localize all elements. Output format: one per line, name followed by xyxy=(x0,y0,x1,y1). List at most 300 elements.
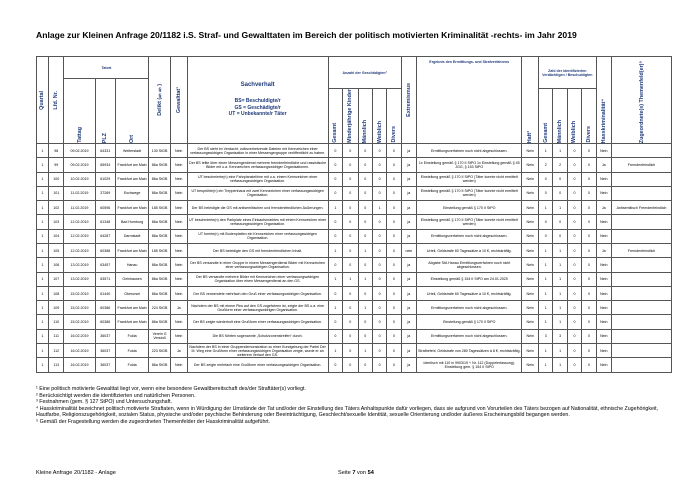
cell-ort: Frankfurt am Main xyxy=(115,315,148,329)
cell-hasskriminalitaet: Nein xyxy=(596,329,612,343)
cell-plz: 36037 xyxy=(95,344,115,358)
table-row xyxy=(37,186,672,200)
cell-gewalttat: Nein xyxy=(170,258,187,272)
cell-lfd-nr: 98 xyxy=(48,143,64,157)
header-ergebnis: Ergebnis des Ermittlungs- und Strafverfahrens xyxy=(417,57,522,144)
cell-ges-divers: 0 xyxy=(387,315,401,329)
cell-ges-divers: 0 xyxy=(387,258,401,272)
cell-tattag: 16.02.2019 xyxy=(64,358,95,372)
cell-ges-divers: 0 xyxy=(387,201,401,215)
cell-lfd-nr: 99 xyxy=(48,158,64,172)
cell-bs-divers: 0 xyxy=(582,286,596,300)
cell-bs-weibl: 0 xyxy=(567,186,581,200)
cell-tattag: 11.02.2019 xyxy=(64,201,95,215)
cell-ges-weibl: 0 xyxy=(372,186,386,200)
cell-bs-gesamt: 1 xyxy=(539,201,553,215)
cell-themenfeld xyxy=(612,172,672,186)
data-table-container xyxy=(36,56,672,375)
header-ges-maennl: Männlich xyxy=(358,89,372,144)
cell-hasskriminalitaet: Nein xyxy=(596,186,612,200)
cell-ges-gesamt: 0 xyxy=(328,143,342,157)
cell-quartal: 1 xyxy=(37,172,49,186)
cell-ges-gesamt: 1 xyxy=(328,344,342,358)
cell-tattag: 16.02.2019 xyxy=(64,329,95,343)
cell-hasskriminalitaet: Nein xyxy=(596,344,612,358)
cell-haft: Nein xyxy=(522,158,539,172)
cell-hasskriminalitaet: Nein xyxy=(596,286,612,300)
cell-sachverhalt: UT beschmierte(n) eine Fahrplanstellrine mit u.a. einem Kennzeichen einer verfassungswidrigen Organisation. xyxy=(187,172,328,186)
cell-extremismus: ja xyxy=(401,229,417,243)
cell-sachverhalt: UT formte(n) mit Bodenplatten ein Kennzeichen einer verfassungswidrigen Organisation. xyxy=(187,229,328,243)
header-hasskriminalitaet: Hasskriminalität⁴ xyxy=(596,57,612,144)
cell-extremismus: ja xyxy=(401,172,417,186)
cell-ges-gesamt: 0 xyxy=(328,286,342,300)
cell-bs-maennl: 0 xyxy=(553,172,567,186)
cell-extremismus: ja xyxy=(401,272,417,286)
cell-ges-divers: 0 xyxy=(387,344,401,358)
header-tattag: Tattag xyxy=(64,79,95,144)
cell-ges-minderj: 0 xyxy=(343,329,359,343)
cell-tattag: 09.02.2019 xyxy=(64,158,95,172)
cell-plz: 60386 xyxy=(95,301,115,315)
cell-ges-maennl: 0 xyxy=(358,286,372,300)
cell-bs-divers: 0 xyxy=(582,244,596,258)
cell-ergebnis: Urteil, Geldstrafe 60 Tagessätze à 10 €, rechtskräftig. xyxy=(417,286,522,300)
cell-gewalttat: Nein xyxy=(170,272,187,286)
cell-lfd-nr: 113 xyxy=(48,358,64,372)
cell-ges-weibl: 0 xyxy=(372,344,386,358)
cell-bs-gesamt: 1 xyxy=(539,244,553,258)
cell-ges-weibl: 0 xyxy=(372,244,386,258)
cell-ges-minderj: 0 xyxy=(343,158,359,172)
cell-ergebnis: Einstellung gemäß § 170 II StPO (Täter konnte nicht ermittelt werden) xyxy=(417,186,522,200)
table-row xyxy=(37,358,672,372)
cell-quartal: 1 xyxy=(37,201,49,215)
cell-gewalttat: Nein xyxy=(170,172,187,186)
table-row xyxy=(37,201,672,215)
cell-bs-divers: 0 xyxy=(582,358,596,372)
table-row xyxy=(37,244,672,258)
cell-lfd-nr: 105 xyxy=(48,244,64,258)
cell-quartal: 1 xyxy=(37,358,49,372)
cell-tattag: 16.02.2019 xyxy=(64,344,95,358)
cell-delikt: 86a StGB xyxy=(149,358,171,372)
cell-delikt: 224 StGB xyxy=(149,301,171,315)
header-delikt: Delikt (§§) xyxy=(149,57,171,144)
cell-quartal: 1 xyxy=(37,301,49,315)
cell-quartal: 1 xyxy=(37,244,49,258)
cell-ges-divers: 0 xyxy=(387,215,401,229)
cell-extremismus: ja xyxy=(401,315,417,329)
cell-tattag: 09.02.2019 xyxy=(64,143,95,157)
cell-plz: 36037 xyxy=(95,329,115,343)
cell-ort: Gelnhausen xyxy=(115,272,148,286)
cell-haft: Nein xyxy=(522,344,539,358)
cell-ges-minderj: 0 xyxy=(343,143,359,157)
cell-gewalttat: Nein xyxy=(170,358,187,372)
cell-delikt: 185 StGB xyxy=(149,201,171,215)
cell-ges-weibl: 0 xyxy=(372,143,386,157)
cell-themenfeld xyxy=(612,286,672,300)
cell-bs-maennl: 2 xyxy=(553,158,567,172)
cell-ges-weibl: 0 xyxy=(372,158,386,172)
cell-bs-divers: 0 xyxy=(582,158,596,172)
cell-ges-gesamt: 0 xyxy=(328,258,342,272)
cell-ort: Fulda xyxy=(115,344,148,358)
table-row xyxy=(37,215,672,229)
header-quartal: Quartal xyxy=(37,57,49,144)
cell-gewalttat: Nein xyxy=(170,143,187,157)
cell-bs-gesamt: 1 xyxy=(539,143,553,157)
cell-hasskriminalitaet: Nein xyxy=(596,301,612,315)
cell-extremismus: ja xyxy=(401,143,417,157)
cell-ort: Frankfurt am Main xyxy=(115,301,148,315)
cell-ges-gesamt: 0 xyxy=(328,172,342,186)
cell-bs-weibl: 0 xyxy=(567,358,581,372)
cell-plz: 65934 xyxy=(95,158,115,172)
cell-ges-weibl: 0 xyxy=(372,301,386,315)
cell-plz: 61348 xyxy=(95,215,115,229)
cell-delikt: 86a StGB xyxy=(149,215,171,229)
cell-bs-gesamt: 1 xyxy=(539,258,553,272)
cell-ges-maennl: 1 xyxy=(358,272,372,286)
cell-ges-maennl: 0 xyxy=(358,358,372,372)
cell-quartal: 1 xyxy=(37,272,49,286)
cell-haft: Nein xyxy=(522,358,539,372)
cell-bs-maennl: 1 xyxy=(553,201,567,215)
cell-lfd-nr: 104 xyxy=(48,229,64,243)
header-ges-minderj: Minderjährige Kinder xyxy=(343,89,359,144)
cell-haft: Nein xyxy=(522,329,539,343)
cell-haft: Nein xyxy=(522,215,539,229)
cell-bs-maennl: 0 xyxy=(553,215,567,229)
cell-delikt: Verein G Verstoß xyxy=(149,329,171,343)
cell-hasskriminalitaet: Ja xyxy=(596,244,612,258)
cell-plz: 63457 xyxy=(95,258,115,272)
header-lfd-nr: Lfd. Nr. xyxy=(48,57,64,144)
cell-bs-weibl: 0 xyxy=(567,258,581,272)
cell-ges-divers: 0 xyxy=(387,172,401,186)
cell-bs-divers: 0 xyxy=(582,272,596,286)
cell-tattag: 13.02.2019 xyxy=(64,258,95,272)
cell-gewalttat: Nein xyxy=(170,229,187,243)
cell-quartal: 1 xyxy=(37,344,49,358)
cell-ges-maennl: 0 xyxy=(358,186,372,200)
cell-lfd-nr: 111 xyxy=(48,329,64,343)
cell-hasskriminalitaet: Nein xyxy=(596,258,612,272)
header-zahl-verdaechtigen: Zahl der identifizierten Verdächtigen / Beschuldigten xyxy=(539,57,596,89)
cell-bs-gesamt: 0 xyxy=(539,172,553,186)
cell-bs-divers: 0 xyxy=(582,215,596,229)
cell-lfd-nr: 101 xyxy=(48,186,64,200)
cell-quartal: 1 xyxy=(37,229,49,243)
cell-themenfeld xyxy=(612,229,672,243)
cell-ges-minderj: 0 xyxy=(343,215,359,229)
cell-ges-gesamt: 1 xyxy=(328,301,342,315)
cell-bs-gesamt: 0 xyxy=(539,215,553,229)
header-ges-gesamt: Gesamt xyxy=(328,89,342,144)
cell-hasskriminalitaet: Nein xyxy=(596,315,612,329)
cell-ges-divers: 0 xyxy=(387,158,401,172)
cell-extremismus: ja xyxy=(401,329,417,343)
cell-bs-divers: 0 xyxy=(582,301,596,315)
cell-themenfeld xyxy=(612,358,672,372)
cell-bs-divers: 0 xyxy=(582,258,596,272)
cell-bs-divers: 0 xyxy=(582,344,596,358)
cell-gewalttat: Ja xyxy=(170,344,187,358)
cell-extremismus: ja xyxy=(401,358,417,372)
cell-hasskriminalitaet: Nein xyxy=(596,358,612,372)
table-row xyxy=(37,344,672,358)
cell-ges-minderj: 0 xyxy=(343,286,359,300)
cell-themenfeld xyxy=(612,344,672,358)
cell-delikt: 86a StGB xyxy=(149,229,171,243)
cell-ort: Darmstadt xyxy=(115,229,148,243)
cell-ges-divers: 0 xyxy=(387,301,401,315)
cell-ges-maennl: 0 xyxy=(358,329,372,343)
header-ges-divers: Divers xyxy=(387,89,401,144)
cell-quartal: 1 xyxy=(37,158,49,172)
footer-document-label: Kleine Anfrage 20/1182 - Anlage xyxy=(36,470,116,476)
cell-plz: 64331 xyxy=(95,143,115,157)
cell-themenfeld xyxy=(612,186,672,200)
cell-sachverhalt: Die BS führten sogenannte „Schutzzonenstreifen“ durch. xyxy=(187,329,328,343)
cell-hasskriminalitaet: Nein xyxy=(596,143,612,157)
table-row xyxy=(37,143,672,157)
cell-ges-gesamt: 1 xyxy=(328,244,342,258)
cell-bs-maennl: 1 xyxy=(553,286,567,300)
cell-bs-divers: 0 xyxy=(582,186,596,200)
cell-haft: Nein xyxy=(522,301,539,315)
cell-delikt: 86a StGB xyxy=(149,315,171,329)
header-plz: PLZ xyxy=(95,79,115,144)
cell-lfd-nr: 107 xyxy=(48,272,64,286)
cell-bs-weibl: 0 xyxy=(567,301,581,315)
cell-ort: Weiterstadt xyxy=(115,143,148,157)
cell-delikt: 86a StGB xyxy=(149,286,171,300)
cell-gewalttat: Nein xyxy=(170,286,187,300)
cell-ges-divers: 0 xyxy=(387,329,401,343)
cell-gewalttat: Nein xyxy=(170,186,187,200)
table-row xyxy=(37,258,672,272)
cell-ergebnis: Ermittlungsverfahren noch nicht abgeschlossen. xyxy=(417,301,522,315)
cell-bs-gesamt: 1 xyxy=(539,315,553,329)
cell-tattag: 15.02.2019 xyxy=(64,286,95,300)
cell-ges-maennl: 0 xyxy=(358,258,372,272)
header-sachverhalt xyxy=(187,57,328,144)
cell-bs-gesamt: 1 xyxy=(539,344,553,358)
cell-ergebnis: 1x Einstellung gemäß § 170 II StPO 1x Einstellung gemäß § 45 JGG, § 153 StPO xyxy=(417,158,522,172)
header-gewalttat: Gewalttat¹ xyxy=(170,57,187,144)
cell-quartal: 1 xyxy=(37,186,49,200)
cell-gewalttat: Nein xyxy=(170,201,187,215)
cell-extremismus: ja xyxy=(401,286,417,300)
sachverhalt-legend-gs: GS = Geschädigte/r xyxy=(234,104,281,111)
table-row xyxy=(37,315,672,329)
cell-ort: Frankfurt am Main xyxy=(115,172,148,186)
cell-ort: Frankfurt am Main xyxy=(115,201,148,215)
cell-quartal: 1 xyxy=(37,215,49,229)
cell-ges-maennl: 0 xyxy=(358,315,372,329)
cell-sachverhalt: Der BS teilte über einen Messengerdienst mehrere fremdenfeindliche und rassistische Bilder mit u.a. Kennzeichen verfassungswidriger Organisationen. xyxy=(187,158,328,172)
cell-hasskriminalitaet: Ja xyxy=(596,158,612,172)
cell-delikt: 86a StGB xyxy=(149,158,171,172)
cell-ges-maennl: 0 xyxy=(358,158,372,172)
cell-gewalttat: Nein xyxy=(170,315,187,329)
cell-bs-gesamt: 1 xyxy=(539,286,553,300)
cell-ges-minderj: 0 xyxy=(343,344,359,358)
cell-ges-minderj: 1 xyxy=(343,272,359,286)
cell-ges-weibl: 1 xyxy=(372,201,386,215)
cell-bs-weibl: 0 xyxy=(567,244,581,258)
cell-quartal: 1 xyxy=(37,329,49,343)
cell-haft: Nein xyxy=(522,143,539,157)
cell-delikt: 130 StGB xyxy=(149,143,171,157)
cell-ges-minderj: 0 xyxy=(343,301,359,315)
cell-ges-gesamt: 0 xyxy=(328,215,342,229)
cell-quartal: 1 xyxy=(37,315,49,329)
page-title: Anlage zur Kleinen Anfrage 20/1182 i.S. Straf- und Gewalttaten im Bereich der politisch motivierten Kriminalität -rechts- im Jahr 2019 xyxy=(36,30,577,40)
cell-ges-minderj: 0 xyxy=(343,186,359,200)
cell-lfd-nr: 102 xyxy=(48,201,64,215)
cell-extremismus: ja xyxy=(401,158,417,172)
cell-ort: Hanau xyxy=(115,258,148,272)
footnote-4: ⁴ Hasskriminalität bezeichnet politisch motivierte Straftaten, wenn in Würdigung der Umstände der Tat und/oder der Einstellung des Täters Anhaltspunkte dafür vorliegen, dass sie aufgrund von Vorurteilen des Täters bezogen auf Nationalität, ethnische Zugehörigkeit, Hautfarbe, Religionszugehörigkeit, sozialen Status, physische und/oder psychische Behinderung oder Beeinträchtigung, Geschlecht/sexuelle Identität, sexuelle Orientierung und/oder äußeres Erscheinungsbild begangen werden. xyxy=(36,405,659,419)
cell-bs-maennl: 1 xyxy=(553,344,567,358)
cell-ges-maennl: 1 xyxy=(358,244,372,258)
header-tatort: Tatort xyxy=(64,57,149,79)
table-row xyxy=(37,229,672,243)
cell-bs-gesamt: 0 xyxy=(539,229,553,243)
header-anzahl-geschaedigten: Anzahl der Geschädigten² xyxy=(328,57,401,89)
cell-ort: Frankfurt am Main xyxy=(115,244,148,258)
cell-haft: Nein xyxy=(522,201,539,215)
cell-haft: Nein xyxy=(522,272,539,286)
cell-themenfeld: Antisemitisch Fremdenfeindlich xyxy=(612,201,672,215)
cell-sachverhalt: Der BS zeigte mehrfach eine Grußform einer verfassungswidrigen Organisation. xyxy=(187,358,328,372)
footnotes xyxy=(36,386,672,426)
header-ges-weibl: Weiblich xyxy=(372,89,386,144)
header-bs-gesamt: Gesamt xyxy=(539,89,553,144)
cell-extremismus: nein xyxy=(401,244,417,258)
cell-ergebnis: Einstellung gemäß § 170 II StPO (Täter konnte nicht ermittelt werden) xyxy=(417,215,522,229)
cell-bs-weibl: 0 xyxy=(567,286,581,300)
footnote-1: ¹ Eine politisch motivierte Gewalttat liegt vor, wenn eine besondere Gewaltbereitschaft des/der Straftäter(s) vorliegt. xyxy=(36,386,306,392)
cell-sachverhalt: UT besprühte(n) ein Treppenhaus mit zwei Kennzeichen einer verfassungswidrigen Organisation. xyxy=(187,186,328,200)
cell-bs-maennl: 0 xyxy=(553,186,567,200)
cell-extremismus: ja xyxy=(401,215,417,229)
cell-haft: Nein xyxy=(522,315,539,329)
cell-ges-gesamt: 0 xyxy=(328,229,342,243)
cell-bs-maennl: 0 xyxy=(553,229,567,243)
cell-tattag: 10.02.2019 xyxy=(64,172,95,186)
cell-sachverhalt: Der BS versandte mehrere Bilder mit Kennzeichen einer verfassungswidrigen Organisation über einen Messengerdienst an den GS. xyxy=(187,272,328,286)
cell-bs-maennl: 1 xyxy=(553,301,567,315)
cell-ergebnis: Urteil, Geldstrafe 60 Tagessätze à 10 €, rechtskräftig. xyxy=(417,244,522,258)
cell-themenfeld xyxy=(612,143,672,157)
cell-ges-divers: 0 xyxy=(387,229,401,243)
cell-ges-maennl: 0 xyxy=(358,201,372,215)
cell-themenfeld: Fremdenfeindlich xyxy=(612,158,672,172)
cell-bs-weibl: 0 xyxy=(567,272,581,286)
cell-plz: 63571 xyxy=(95,272,115,286)
cell-ergebnis: Einstellung gemäß § 154 II StPO am 24.01.2020 xyxy=(417,272,522,286)
cell-themenfeld xyxy=(612,272,672,286)
cell-ergebnis: Einstellung gemäß § 170 II StPO xyxy=(417,201,522,215)
cell-plz: 60388 xyxy=(95,244,115,258)
cell-bs-gesamt: 2 xyxy=(539,158,553,172)
cell-ges-divers: 0 xyxy=(387,143,401,157)
cell-bs-divers: 0 xyxy=(582,143,596,157)
cell-bs-weibl: 0 xyxy=(567,215,581,229)
cell-bs-maennl: 1 xyxy=(553,315,567,329)
cell-ergebnis: Ermittlungsverfahren noch nicht abgeschlossen. xyxy=(417,329,522,343)
cell-tattag: 15.02.2019 xyxy=(64,315,95,329)
cell-plz: 64287 xyxy=(95,229,115,243)
cell-ergebnis: Strafbefehl, Geldstrafe von 280 Tagessätzen à 8 €, rechtskräftig. xyxy=(417,344,522,358)
cell-bs-gesamt: 1 xyxy=(539,358,553,372)
cell-ges-minderj: 0 xyxy=(343,258,359,272)
cell-ges-weibl: 0 xyxy=(372,358,386,372)
cell-tattag: 15.02.2019 xyxy=(64,301,95,315)
sachverhalt-legend-bs: BS= Beschuldigte/r xyxy=(234,98,281,105)
cell-bs-weibl: 0 xyxy=(567,329,581,343)
cell-ergebnis: Ermittlungsverfahren noch nicht abgeschlossen. xyxy=(417,143,522,157)
cell-bs-divers: 0 xyxy=(582,201,596,215)
cell-ges-weibl: 0 xyxy=(372,329,386,343)
cell-bs-gesamt: 1 xyxy=(539,301,553,315)
table-row xyxy=(37,286,672,300)
cell-ort: Bad Homburg xyxy=(115,215,148,229)
cell-tattag: 12.02.2019 xyxy=(64,215,95,229)
cell-ges-gesamt: 1 xyxy=(328,201,342,215)
cell-ges-weibl: 0 xyxy=(372,229,386,243)
cell-delikt: 185 StGB xyxy=(149,244,171,258)
cell-extremismus: ja xyxy=(401,258,417,272)
footnote-2: ² Berücksichtigt werden die identifizierten und natürlichen Personen. xyxy=(36,392,196,399)
cell-ges-gesamt: 0 xyxy=(328,186,342,200)
cell-haft: Nein xyxy=(522,229,539,243)
header-bs-weibl: Weiblich xyxy=(567,89,581,144)
cell-ges-minderj: 0 xyxy=(343,358,359,372)
cell-plz: 60596 xyxy=(95,201,115,215)
cell-ges-weibl: 0 xyxy=(372,286,386,300)
cell-haft: Nein xyxy=(522,186,539,200)
cell-ort: Frankfurt am Main xyxy=(115,158,148,172)
cell-themenfeld xyxy=(612,329,672,343)
cell-ges-minderj: 0 xyxy=(343,229,359,243)
cell-bs-divers: 0 xyxy=(582,315,596,329)
table-row xyxy=(37,272,672,286)
cell-ges-maennl: 1 xyxy=(358,301,372,315)
cell-ges-maennl: 0 xyxy=(358,143,372,157)
cell-ges-gesamt: 1 xyxy=(328,272,342,286)
cell-bs-weibl: 0 xyxy=(567,229,581,243)
cell-ort: Fulda xyxy=(115,358,148,372)
cell-gewalttat: Ja xyxy=(170,301,187,315)
cell-lfd-nr: 100 xyxy=(48,172,64,186)
cell-delikt: 86a StGB xyxy=(149,272,171,286)
cell-ges-maennl: 0 xyxy=(358,172,372,186)
cell-haft: Nein xyxy=(522,244,539,258)
header-themenfeld: Zugeordnete(s) Themenfeld(er)⁵ xyxy=(612,57,672,144)
cell-themenfeld xyxy=(612,258,672,272)
header-haft: Haft³ xyxy=(522,57,539,144)
cell-bs-maennl: 1 xyxy=(553,258,567,272)
cell-plz: 37269 xyxy=(95,186,115,200)
cell-ort: Oberursel xyxy=(115,286,148,300)
cell-sachverhalt: Der BS zeigte wiederholt eine Grußform einer verfassungswidrigen Organisation. xyxy=(187,315,328,329)
